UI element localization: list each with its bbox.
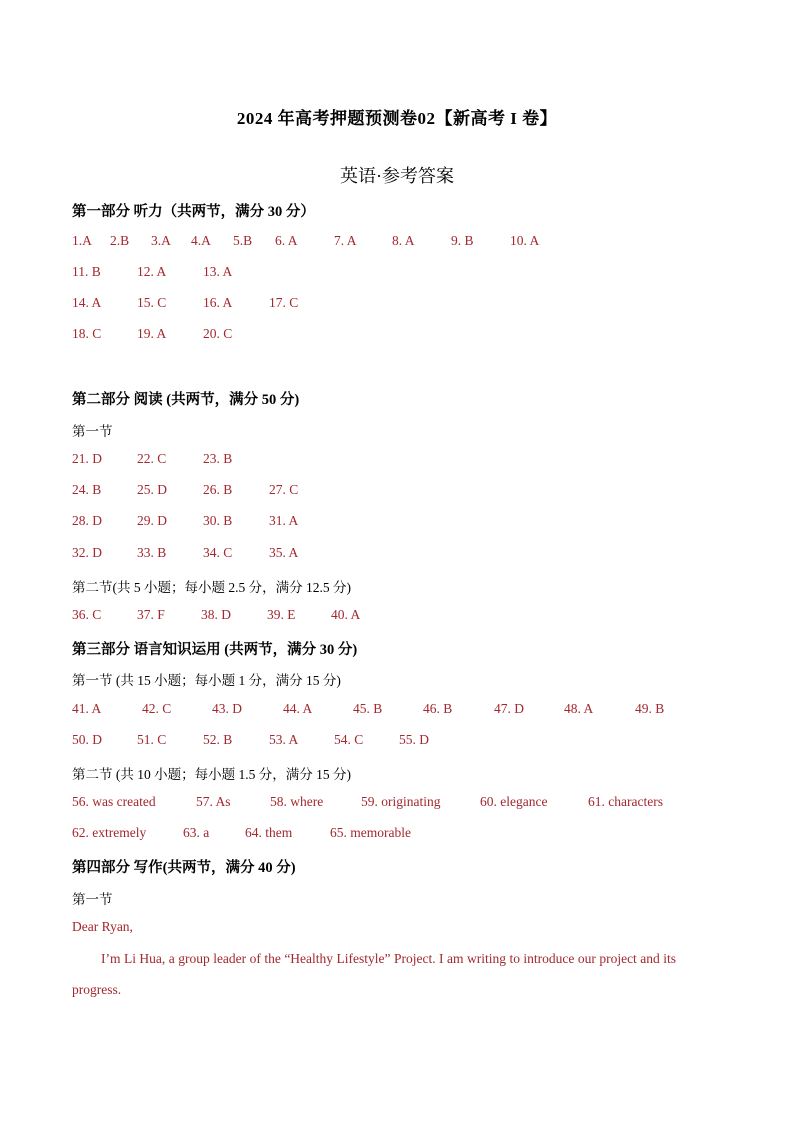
answer-item: 24. B <box>72 482 102 497</box>
answer-item: 1.A <box>72 233 92 248</box>
answer-item: 15. C <box>137 295 167 310</box>
answer-item: 39. E <box>267 607 296 622</box>
answer-item: 22. C <box>137 451 167 466</box>
answer-item: 14. A <box>72 295 102 310</box>
answer-item: 2.B <box>110 233 130 248</box>
answer-item: 38. D <box>201 607 231 622</box>
answer-item: 60. elegance <box>480 794 548 809</box>
answer-item: 40. A <box>331 607 361 622</box>
answer-item: 17. C <box>269 295 299 310</box>
answer-item: 13. A <box>203 264 233 279</box>
answer-item: 4.A <box>191 233 211 248</box>
answer-item: 23. B <box>203 451 233 466</box>
answer-item: 30. B <box>203 513 233 528</box>
answer-item: 52. B <box>203 732 233 747</box>
answer-item: 20. C <box>203 326 233 341</box>
answer-item: 34. C <box>203 545 233 560</box>
answer-item: 7. A <box>334 233 357 248</box>
answer-item: 54. C <box>334 732 364 747</box>
answer-item: 3.A <box>151 233 171 248</box>
part2-section2-label: 第二节(共 5 小题；每小题 2.5 分，满分 12.5 分) <box>72 580 351 595</box>
answer-item: 44. A <box>283 701 313 716</box>
part4-heading: 第四部分 写作(共两节，满分 40 分) <box>72 860 296 876</box>
answer-item: 42. C <box>142 701 172 716</box>
answer-item: 5.B <box>233 233 253 248</box>
answer-item: 49. B <box>635 701 665 716</box>
answer-item: 46. B <box>423 701 453 716</box>
part3-section1-label: 第一节 (共 15 小题；每小题 1 分，满分 15 分) <box>72 673 341 688</box>
letter-paragraph: I’m Li Hua, a group leader of the “Healthy Lifestyle” Project. I am writing to introduce our project and its progress. <box>72 951 676 997</box>
answer-item: 48. A <box>564 701 594 716</box>
answer-item: 8. A <box>392 233 415 248</box>
answer-item: 61. characters <box>588 794 663 809</box>
part3-heading: 第三部分 语言知识运用 (共两节，满分 30 分) <box>72 642 358 658</box>
page-subtitle: 英语·参考答案 <box>340 166 454 186</box>
part2-section1-label: 第一节 <box>72 424 113 439</box>
answer-item: 35. A <box>269 545 299 560</box>
answer-item: 37. F <box>137 607 165 622</box>
answer-item: 16. A <box>203 295 233 310</box>
page-title: 2024 年高考押题预测卷02【新高考 I 卷】 <box>236 109 558 128</box>
answer-item: 65. memorable <box>330 825 411 840</box>
answer-item: 9. B <box>451 233 474 248</box>
answer-item: 58. where <box>270 794 324 809</box>
answer-item: 55. D <box>399 732 429 747</box>
answer-item: 18. C <box>72 326 102 341</box>
answer-item: 56. was created <box>72 794 156 809</box>
part4-section1-label: 第一节 <box>72 892 113 907</box>
answer-item: 25. D <box>137 482 167 497</box>
answer-item: 45. B <box>353 701 383 716</box>
answer-item: 36. C <box>72 607 102 622</box>
part1-heading: 第一部分 听力（共两节，满分 30 分） <box>72 204 315 220</box>
answer-item: 43. D <box>212 701 242 716</box>
answer-item: 6. A <box>275 233 298 248</box>
answer-item: 19. A <box>137 326 167 341</box>
answer-item: 64. them <box>245 825 293 840</box>
answer-item: 50. D <box>72 732 102 747</box>
answer-item: 51. C <box>137 732 167 747</box>
answer-item: 29. D <box>137 513 167 528</box>
answer-item: 63. a <box>183 825 210 840</box>
answer-item: 57. As <box>196 794 231 809</box>
answer-item: 62. extremely <box>72 825 147 840</box>
answer-item: 11. B <box>72 264 101 279</box>
answer-item: 47. D <box>494 701 524 716</box>
letter-salutation: Dear Ryan, <box>72 919 133 934</box>
answer-item: 21. D <box>72 451 102 466</box>
answer-item: 10. A <box>510 233 540 248</box>
answer-item: 31. A <box>269 513 299 528</box>
answer-item: 12. A <box>137 264 167 279</box>
answer-item: 53. A <box>269 732 299 747</box>
part2-heading: 第二部分 阅读 (共两节，满分 50 分) <box>72 392 300 408</box>
answer-item: 41. A <box>72 701 102 716</box>
answer-item: 32. D <box>72 545 102 560</box>
answer-item: 33. B <box>137 545 167 560</box>
answer-item: 27. C <box>269 482 299 497</box>
answer-item: 26. B <box>203 482 233 497</box>
part3-section2-label: 第二节 (共 10 小题；每小题 1.5 分，满分 15 分) <box>72 767 351 782</box>
answer-item: 59. originating <box>361 794 441 809</box>
answer-item: 28. D <box>72 513 102 528</box>
